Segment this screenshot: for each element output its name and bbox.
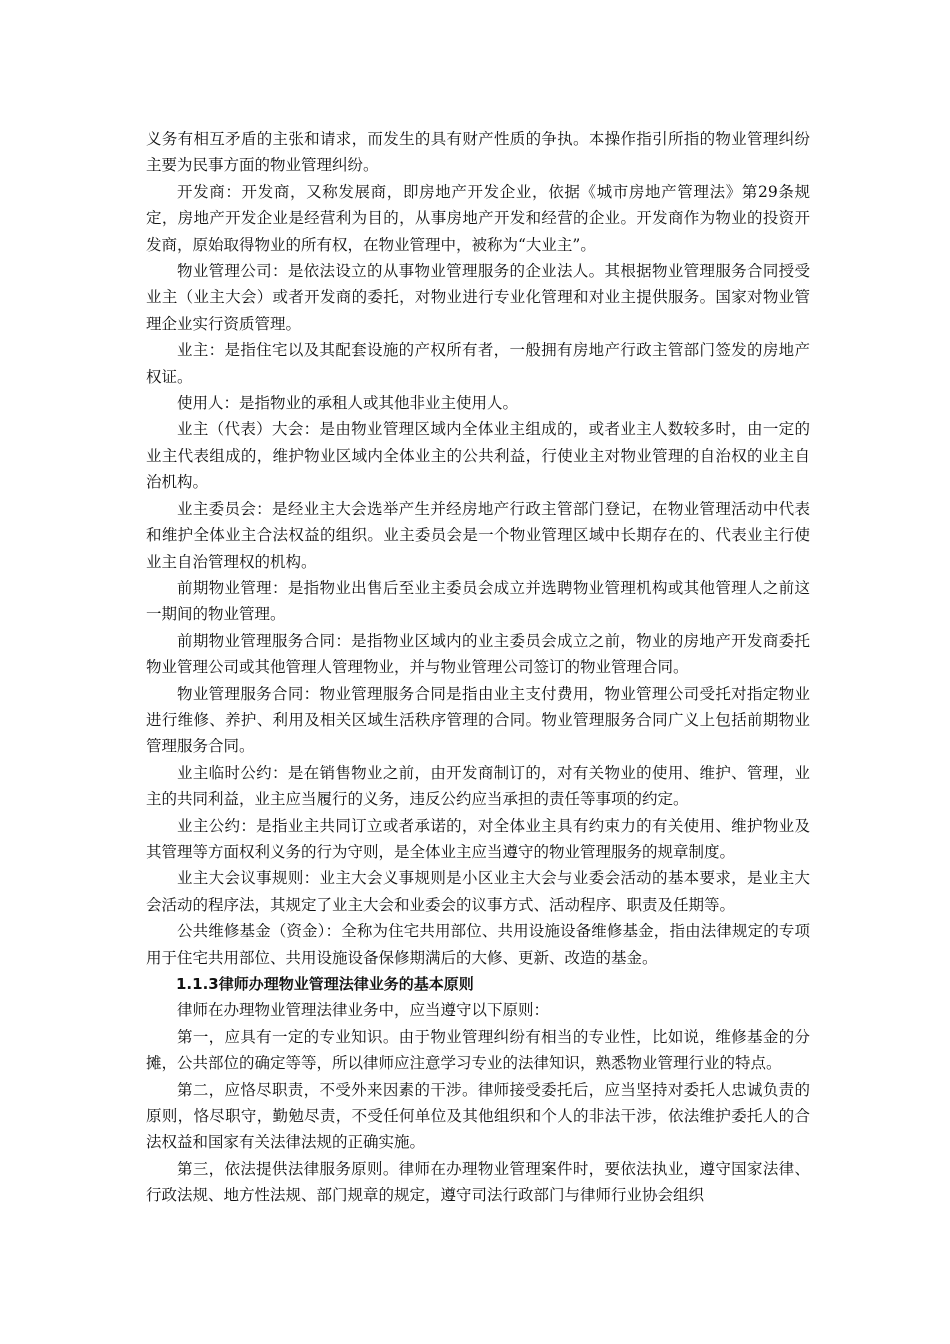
paragraph-principle-2: 第二，应恪尽职责，不受外来因素的干涉。律师接受委托后，应当坚持对委托人忠诚负责的原则，恪尽职守，勤勉尽责，不受任何单位及其他组织和个人的非法干涉，依法维护委托人的合法权益和国家有关法律法规的正确实施。 (146, 1080, 810, 1152)
paragraph-preliminary-management: 前期物业管理：是指物业出售后至业主委员会成立并选聘物业管理机构或其他管理人之前这一期间的物业管理。 (146, 578, 810, 624)
paragraph-user: 使用人：是指物业的承租人或其他非业主使用人。 (177, 394, 519, 413)
paragraph-developer: 开发商：开发商，又称发展商，即房地产开发企业，依据《城市房地产管理法》第29条规定，房地产开发企业是经营利为目的，从事房地产开发和经营的企业。开发商作为物业的投资开发商，原始取得物业的所有权，在物业管理中，被称为“大业主”。 (146, 182, 810, 254)
paragraph-owner: 业主：是指住宅以及其配套设施的产权所有者，一般拥有房地产行政主管部门签发的房地产权证。 (146, 341, 810, 386)
paragraph-dispute-definition-continued: 义务有相互矛盾的主张和请求，而发生的具有财产性质的争执。本操作指引所指的物业管理纠纷主要为民事方面的物业管理纠纷。 (146, 130, 810, 175)
paragraph-preliminary-service-contract: 前期物业管理服务合同：是指物业区域内的业主委员会成立之前，物业的房地产开发商委托物业管理公司或其他管理人管理物业，并与物业管理公司签订的物业管理合同。 (146, 631, 810, 677)
paragraph-owners-committee: 业主委员会：是经业主大会选举产生并经房地产行政主管部门登记，在物业管理活动中代表和维护全体业主合法权益的组织。业主委员会是一个物业管理区域中长期存在的、代表业主行使业主自治管理权的机构。 (146, 499, 810, 571)
paragraph-principles-intro: 律师在办理物业管理法律业务中，应当遵守以下原则： (177, 1001, 550, 1020)
paragraph-owners-convention: 业主公约：是指业主共同订立或者承诺的，对全体业主具有约束力的有关使用、维护物业及其管理等方面权利义务的行为守则，是全体业主应当遵守的物业管理服务的规章制度。 (146, 816, 810, 861)
paragraph-temporary-convention: 业主临时公约：是在销售物业之前，由开发商制订的，对有关物业的使用、维护、管理，业主的共同利益，业主应当履行的义务，违反公约应当承担的责任等事项的约定。 (146, 763, 810, 809)
section-heading-1-1-3: 1.1.3律师办理物业管理法律业务的基本原则 (176, 975, 474, 993)
document-page (146, 126, 810, 1209)
paragraph-property-management-company: 物业管理公司：是依法设立的从事物业管理服务的企业法人。其根据物业管理服务合同授受业主（业主大会）或者开发商的委托，对物业进行专业化管理和对业主提供服务。国家对物业管理企业实行资质管理。 (146, 262, 810, 333)
paragraph-owners-assembly: 业主（代表）大会：是由物业管理区域内全体业主组成的，或者业主人数较多时，由一定的业主代表组成的，维护物业区域内全体业主的公共利益，行使业主对物业管理的自治权的业主自治机构。 (146, 420, 810, 492)
paragraph-service-contract: 物业管理服务合同：物业管理服务合同是指由业主支付费用，物业管理公司受托对指定物业进行维修、养护、利用及相关区域生活秩序管理的合同。物业管理服务合同广义上包括前期物业管理服务合同。 (146, 684, 810, 756)
paragraph-maintenance-fund: 公共维修基金（资金）：全称为住宅共用部位、共用设施设备维修基金，指由法律规定的专项用于住宅共用部位、共用设施设备保修期满后的大修、更新、改造的基金。 (146, 922, 810, 967)
paragraph-assembly-rules: 业主大会议事规则：业主大会义事规则是小区业主大会与业委会活动的基本要求，是业主大会活动的程序法，其规定了业主大会和业委会的议事方式、活动程序、职责及任期等。 (146, 869, 810, 914)
paragraph-principle-3: 第三，依法提供法律服务原则。律师在办理物业管理案件时，要依法执业，遵守国家法律、行政法规、地方性法规、部门规章的规定，遵守司法行政部门与律师行业协会组织 (146, 1159, 810, 1205)
paragraph-principle-1: 第一，应具有一定的专业知识。由于物业管理纠纷有相当的专业性，比如说，维修基金的分摊，公共部位的确定等等，所以律师应注意学习专业的法律知识，熟悉物业管理行业的特点。 (146, 1027, 810, 1073)
